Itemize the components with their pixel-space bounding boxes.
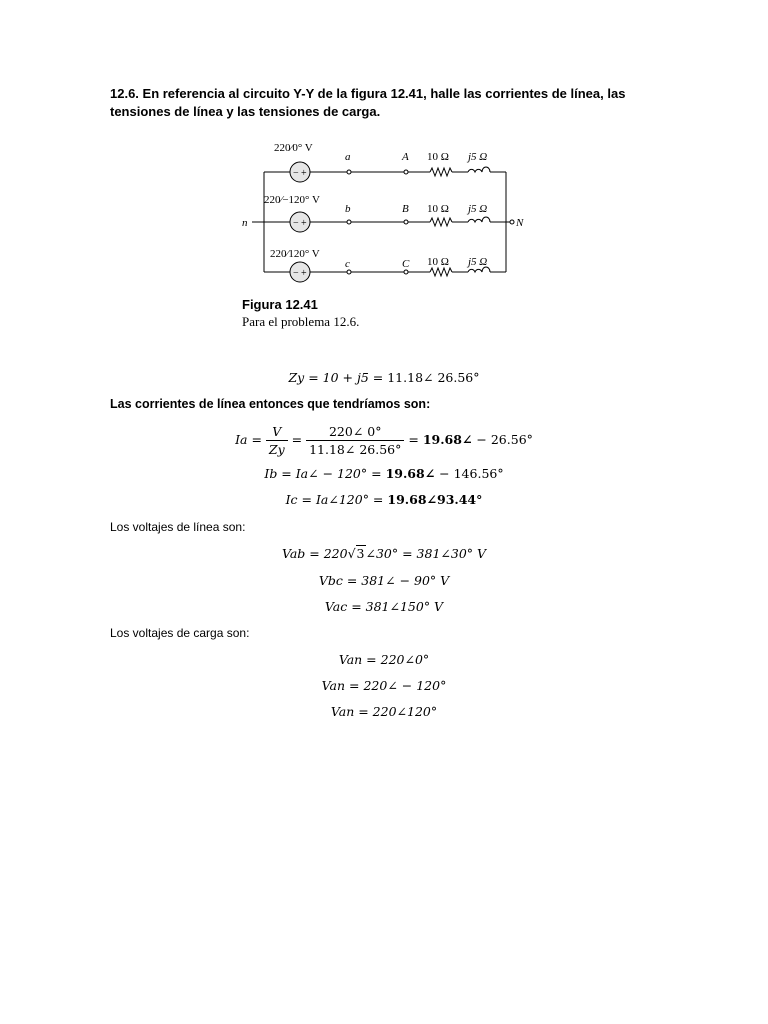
- currents-label: Las corrientes de línea entonces que tendríamos son:: [110, 397, 431, 411]
- eq-vab: Vab = 220√3∠30° = 381∠30° V: [281, 546, 487, 561]
- resistor-label-b: 10 Ω: [427, 203, 449, 215]
- svg-text:+: +: [301, 218, 307, 229]
- inductor-label-a: j5 Ω: [468, 151, 488, 163]
- eq-ia-frac1: $\frac{V}{Zy}$: [266, 424, 288, 457]
- eq-ia-lhs: Ia =: [235, 432, 266, 447]
- load-voltages-label: Los voltajes de carga son:: [110, 626, 250, 640]
- circuit-figure: [234, 135, 534, 335]
- eq-ia-result: 19.68∠: [422, 432, 473, 447]
- source-c-icon: [290, 262, 310, 282]
- svg-text:−: −: [293, 268, 299, 279]
- source-b-icon: [290, 212, 310, 232]
- inductor-label-c: j5 Ω: [468, 256, 488, 268]
- figure-caption-text: Para el problema 12.6.: [242, 314, 360, 329]
- resistor-a-icon: [430, 168, 452, 176]
- resistor-b-icon: [430, 218, 452, 226]
- source-label-c: 220⁄120° V: [270, 248, 320, 260]
- eq-van-1: Van = 220∠0°: [338, 652, 430, 667]
- figure-caption-title: Figura 12.41: [242, 297, 318, 312]
- svg-text:+: +: [301, 168, 307, 179]
- node-N: N: [516, 217, 524, 229]
- eq-van-3: Van = 220∠120°: [330, 704, 438, 719]
- inductor-b-icon: [468, 217, 490, 222]
- eq-vac: Vac = 381∠150° V: [324, 599, 444, 614]
- eq-ic: Ic = Ia∠120° = 19.68∠93.44°: [285, 492, 483, 507]
- node-A: A: [402, 151, 409, 163]
- eq-zy-lhs: Zy = 10 + j5 =: [288, 370, 388, 385]
- resistor-label-a: 10 Ω: [427, 151, 449, 163]
- svg-text:−: −: [293, 218, 299, 229]
- eq-van-2: Van = 220∠ − 120°: [321, 678, 447, 693]
- eq-ia: Ia = $\frac{V}{Zy}$ = $\frac{220\angle 0^\circ}{11.18\angle 26.56^\circ}$ = 19.68∠ − 26.56°: [235, 424, 533, 457]
- eq-zy-rhs: 11.18∠ 26.56°: [387, 370, 480, 385]
- source-label-a: 220⁄0° V: [274, 142, 313, 154]
- svg-text:−: −: [293, 168, 299, 179]
- node-a: a: [345, 151, 351, 163]
- resistor-c-icon: [430, 268, 452, 276]
- inductor-a-icon: [468, 167, 490, 172]
- source-a-icon: [290, 162, 310, 182]
- resistor-label-c: 10 Ω: [427, 256, 449, 268]
- node-c: c: [345, 258, 350, 270]
- node-B: B: [402, 203, 409, 215]
- inductor-label-b: j5 Ω: [468, 203, 488, 215]
- eq-ia-frac2: $\frac{220\angle 0^\circ}{11.18\angle 26.56^\circ}$: [306, 424, 404, 457]
- problem-statement: 12.6. En referencia al circuito Y-Y de la figura 12.41, halle las corrientes de línea, las tensiones de línea y las tensiones de carga.: [110, 86, 626, 119]
- line-voltages-label: Los voltajes de línea son:: [110, 520, 246, 534]
- node-b: b: [345, 203, 351, 215]
- node-n: n: [242, 217, 248, 229]
- node-C: C: [402, 258, 410, 270]
- eq-zy: [0, 370, 768, 385]
- circuit-diagram: [234, 135, 534, 295]
- eq-ib: Ib = Ia∠ − 120° = 19.68∠ − 146.56°: [264, 466, 504, 481]
- source-label-b: 220⁄−120° V: [264, 194, 320, 206]
- svg-text:+: +: [301, 268, 307, 279]
- eq-vbc: Vbc = 381∠ − 90° V: [318, 573, 450, 588]
